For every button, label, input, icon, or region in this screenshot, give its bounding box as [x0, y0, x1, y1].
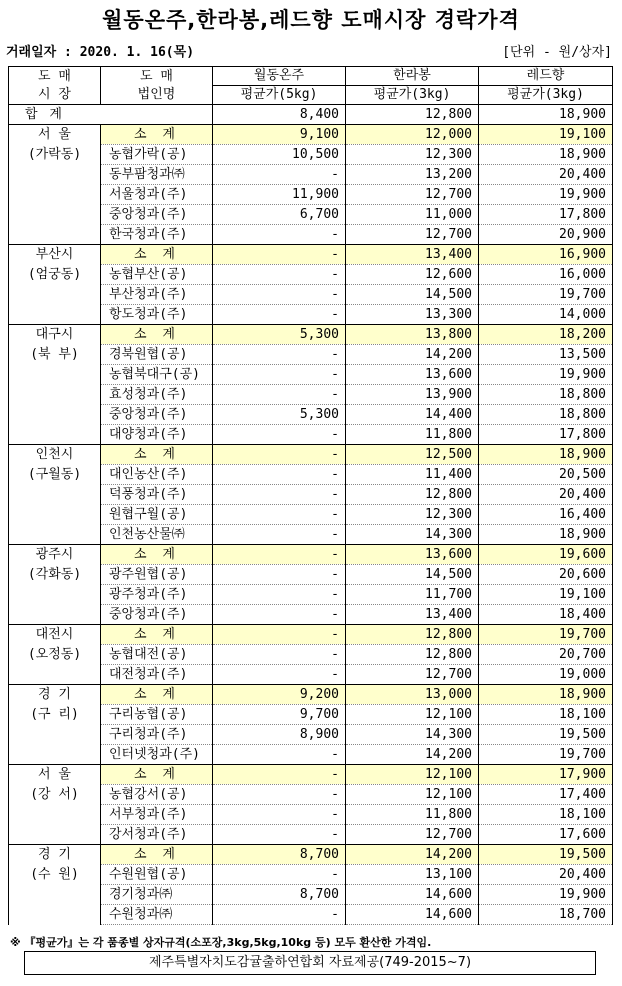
subtotal-row: [9, 325, 613, 345]
price-col1: 9,700: [213, 705, 346, 725]
price-col3: 18,100: [479, 705, 613, 725]
market-name: 경 기: [38, 687, 71, 702]
price-col1: 9,200: [213, 685, 346, 705]
price-col3: 18,800: [479, 385, 613, 405]
corp-name: 수원원협(공): [101, 865, 213, 885]
market-cell: [9, 325, 101, 445]
corp-name: 소 계: [101, 685, 213, 705]
market-district: (구 리): [30, 707, 79, 722]
price-col3: 18,800: [479, 405, 613, 425]
corp-name: 인천농산물㈜: [101, 525, 213, 545]
price-col1: 9,100: [213, 125, 346, 145]
market-district: (수 원): [30, 867, 79, 882]
price-col3: 16,400: [479, 505, 613, 525]
price-col3: 17,800: [479, 425, 613, 445]
corp-name: 경기청과㈜: [101, 885, 213, 905]
corp-name: 광주청과(주): [101, 585, 213, 605]
price-col2: 12,700: [346, 185, 479, 205]
market-district: (각화동): [27, 567, 82, 582]
price-col2: 12,000: [346, 125, 479, 145]
total-row: [9, 105, 613, 125]
price-col3: 18,700: [479, 905, 613, 925]
price-col3: 18,900: [479, 145, 613, 165]
subtotal-row: [9, 245, 613, 265]
price-col3: 19,000: [479, 665, 613, 685]
price-col2: 13,000: [346, 685, 479, 705]
price-col2: 14,200: [346, 345, 479, 365]
corp-name: 소 계: [101, 765, 213, 785]
price-col1: 5,300: [213, 325, 346, 345]
corp-name: 한국청과(주): [101, 225, 213, 245]
price-col2: 14,200: [346, 845, 479, 865]
header-col1-unit: 평균가(5kg): [213, 86, 346, 105]
price-col2: 12,500: [346, 445, 479, 465]
price-col1: -: [213, 345, 346, 365]
header-corp: [101, 67, 213, 105]
market-district: (엄궁동): [27, 267, 82, 282]
market-name: 대구시: [35, 327, 74, 342]
price-col3: 14,000: [479, 305, 613, 325]
corp-name: 효성청과(주): [101, 385, 213, 405]
corp-name: 소 계: [101, 125, 213, 145]
price-col2: 14,500: [346, 285, 479, 305]
total-col3: 18,900: [479, 105, 613, 125]
price-col2: 14,300: [346, 725, 479, 745]
price-col2: 11,800: [346, 805, 479, 825]
price-col1: -: [213, 905, 346, 925]
market-cell: [9, 765, 101, 845]
price-col1: -: [213, 625, 346, 645]
header-market: [9, 67, 101, 105]
subtotal-row: [9, 685, 613, 705]
price-col3: 19,700: [479, 625, 613, 645]
price-col2: 12,700: [346, 665, 479, 685]
price-col2: 13,200: [346, 165, 479, 185]
corp-name: 서울청과(주): [101, 185, 213, 205]
price-col2: 12,300: [346, 145, 479, 165]
price-col1: -: [213, 365, 346, 385]
price-col1: 5,300: [213, 405, 346, 425]
corp-name: 강서청과(주): [101, 825, 213, 845]
market-name: 경 기: [38, 847, 71, 862]
price-col2: 14,600: [346, 905, 479, 925]
price-col2: 14,200: [346, 745, 479, 765]
corp-name: 중앙청과(주): [101, 405, 213, 425]
corp-name: 부산청과(주): [101, 285, 213, 305]
price-col3: 17,800: [479, 205, 613, 225]
market-cell: [9, 545, 101, 625]
corp-name: 소 계: [101, 445, 213, 465]
header-corp-line2: 법인명: [137, 86, 176, 102]
corp-name: 서부청과(주): [101, 805, 213, 825]
market-cell: [9, 625, 101, 685]
corp-name: 농협강서(공): [101, 785, 213, 805]
price-col2: 12,600: [346, 265, 479, 285]
price-col3: 20,500: [479, 465, 613, 485]
price-col1: -: [213, 645, 346, 665]
market-name: 서 울: [38, 767, 71, 782]
price-col1: 6,700: [213, 205, 346, 225]
corp-name: 대양청과(주): [101, 425, 213, 445]
price-col2: 13,300: [346, 305, 479, 325]
corp-name: 광주원협(공): [101, 565, 213, 585]
price-table: [8, 66, 613, 925]
total-label: 합 계: [9, 105, 213, 125]
market-district: (북 부): [30, 347, 79, 362]
corp-name: 중앙청과(주): [101, 205, 213, 225]
price-col2: 13,600: [346, 545, 479, 565]
price-col2: 12,100: [346, 765, 479, 785]
price-col1: 10,500: [213, 145, 346, 165]
price-col1: 8,700: [213, 845, 346, 865]
subtotal-row: [9, 125, 613, 145]
price-col1: -: [213, 285, 346, 305]
market-name: 대전시: [35, 627, 74, 642]
price-col2: 12,300: [346, 505, 479, 525]
price-col2: 12,100: [346, 705, 479, 725]
price-col2: 11,000: [346, 205, 479, 225]
market-cell: [9, 685, 101, 765]
corp-name: 농협가락(공): [101, 145, 213, 165]
price-col2: 14,400: [346, 405, 479, 425]
price-col2: 13,400: [346, 245, 479, 265]
price-col3: 18,400: [479, 605, 613, 625]
price-col3: 19,700: [479, 285, 613, 305]
price-col3: 20,400: [479, 485, 613, 505]
price-col2: 13,900: [346, 385, 479, 405]
page-title: 월동온주,한라봉,레드향 도매시장 경락가격: [102, 8, 520, 32]
header-col2-name: 한라봉: [346, 67, 479, 86]
price-col1: -: [213, 545, 346, 565]
header-corp-line1: 도 매: [140, 68, 173, 84]
corp-name: 원협구월(공): [101, 505, 213, 525]
header-col3-name: 레드향: [479, 67, 613, 86]
total-col2: 12,800: [346, 105, 479, 125]
price-col2: 12,800: [346, 625, 479, 645]
price-col1: -: [213, 785, 346, 805]
price-col2: 14,300: [346, 525, 479, 545]
price-col1: -: [213, 505, 346, 525]
market-district: (오정동): [27, 647, 82, 662]
price-col1: -: [213, 165, 346, 185]
market-district: (가락동): [27, 147, 82, 162]
price-col1: -: [213, 585, 346, 605]
price-col3: 20,700: [479, 645, 613, 665]
price-col3: 20,900: [479, 225, 613, 245]
corp-name: 농협북대구(공): [101, 365, 213, 385]
market-name: 부산시: [35, 247, 74, 262]
price-col3: 18,900: [479, 525, 613, 545]
price-col2: 11,400: [346, 465, 479, 485]
price-col1: -: [213, 245, 346, 265]
source-credit: 제주특별자치도감귤출하연합회 자료제공(749-2015~7): [24, 951, 596, 975]
price-col2: 12,800: [346, 645, 479, 665]
price-col3: 16,900: [479, 245, 613, 265]
market-cell: [9, 125, 101, 245]
price-col1: -: [213, 425, 346, 445]
subtotal-row: [9, 845, 613, 865]
price-col2: 11,700: [346, 585, 479, 605]
price-col2: 12,100: [346, 785, 479, 805]
price-col1: 11,900: [213, 185, 346, 205]
price-col3: 17,400: [479, 785, 613, 805]
corp-name: 대전청과(주): [101, 665, 213, 685]
trade-date: 거래일자 : 2020. 1. 16(목): [6, 45, 195, 60]
corp-name: 소 계: [101, 245, 213, 265]
price-col2: 12,800: [346, 485, 479, 505]
price-col1: -: [213, 265, 346, 285]
price-col2: 12,700: [346, 825, 479, 845]
price-col1: -: [213, 225, 346, 245]
price-col2: 13,600: [346, 365, 479, 385]
price-col2: 13,400: [346, 605, 479, 625]
price-col3: 19,600: [479, 545, 613, 565]
price-col2: 14,600: [346, 885, 479, 905]
price-col2: 11,800: [346, 425, 479, 445]
corp-name: 중앙청과(주): [101, 605, 213, 625]
price-col3: 19,700: [479, 745, 613, 765]
header-market-line1: 도 매: [38, 68, 71, 84]
corp-name: 대인농산(주): [101, 465, 213, 485]
price-col3: 19,900: [479, 365, 613, 385]
header-col3-unit: 평균가(3kg): [479, 86, 613, 105]
footnote: ※ 『평균가』는 각 품종별 상자규격(소포장,3kg,5kg,10kg 등) 모두 환산한 가격임.: [10, 936, 432, 949]
price-col1: -: [213, 825, 346, 845]
corp-name: 구리청과(주): [101, 725, 213, 745]
corp-name: 경북원협(공): [101, 345, 213, 365]
price-col1: -: [213, 765, 346, 785]
price-col3: 20,400: [479, 165, 613, 185]
price-col3: 18,900: [479, 445, 613, 465]
price-col2: 14,500: [346, 565, 479, 585]
price-col3: 16,000: [479, 265, 613, 285]
corp-name: 소 계: [101, 625, 213, 645]
price-col2: 13,800: [346, 325, 479, 345]
price-col1: -: [213, 805, 346, 825]
price-col3: 17,600: [479, 825, 613, 845]
market-name: 인천시: [35, 447, 74, 462]
price-col2: 13,100: [346, 865, 479, 885]
price-col3: 19,500: [479, 845, 613, 865]
table-body: [9, 105, 613, 925]
market-cell: [9, 445, 101, 545]
price-col1: -: [213, 445, 346, 465]
corp-name: 소 계: [101, 545, 213, 565]
market-district: (구월동): [27, 467, 82, 482]
price-col1: -: [213, 385, 346, 405]
corp-name: 항도청과(주): [101, 305, 213, 325]
unit-label: [단위 - 원/상자]: [502, 45, 612, 60]
price-col1: -: [213, 305, 346, 325]
header-col2-unit: 평균가(3kg): [346, 86, 479, 105]
price-col3: 17,900: [479, 765, 613, 785]
corp-name: 소 계: [101, 325, 213, 345]
corp-name: 농협부산(공): [101, 265, 213, 285]
corp-name: 소 계: [101, 845, 213, 865]
price-col1: -: [213, 525, 346, 545]
price-col3: 19,900: [479, 885, 613, 905]
price-col3: 19,900: [479, 185, 613, 205]
price-col1: -: [213, 865, 346, 885]
price-col3: 13,500: [479, 345, 613, 365]
price-col1: -: [213, 485, 346, 505]
price-col3: 18,100: [479, 805, 613, 825]
price-col3: 20,600: [479, 565, 613, 585]
price-col1: -: [213, 745, 346, 765]
price-col1: -: [213, 565, 346, 585]
market-district: (강 서): [30, 787, 79, 802]
price-col3: 19,100: [479, 585, 613, 605]
header-col1-name: 월동온주: [213, 67, 346, 86]
market-name: 광주시: [35, 547, 74, 562]
corp-name: 인터넷청과(주): [101, 745, 213, 765]
subtotal-row: [9, 765, 613, 785]
price-col1: -: [213, 605, 346, 625]
corp-name: 농협대전(공): [101, 645, 213, 665]
price-col3: 20,400: [479, 865, 613, 885]
price-col1: 8,700: [213, 885, 346, 905]
subtotal-row: [9, 445, 613, 465]
subtotal-row: [9, 625, 613, 645]
price-col1: -: [213, 665, 346, 685]
market-cell: [9, 245, 101, 325]
price-col1: 8,900: [213, 725, 346, 745]
market-cell: [9, 845, 101, 925]
subtotal-row: [9, 545, 613, 565]
price-col3: 18,900: [479, 685, 613, 705]
header-market-line2: 시 장: [38, 86, 71, 102]
market-name: 서 울: [38, 127, 71, 142]
price-col2: 12,700: [346, 225, 479, 245]
corp-name: 구리농협(공): [101, 705, 213, 725]
total-col1: 8,400: [213, 105, 346, 125]
corp-name: 덕풍청과(주): [101, 485, 213, 505]
price-col1: -: [213, 465, 346, 485]
corp-name: 수원청과㈜: [101, 905, 213, 925]
price-col3: 19,100: [479, 125, 613, 145]
price-col3: 19,500: [479, 725, 613, 745]
corp-name: 동부팜청과㈜: [101, 165, 213, 185]
price-col3: 18,200: [479, 325, 613, 345]
